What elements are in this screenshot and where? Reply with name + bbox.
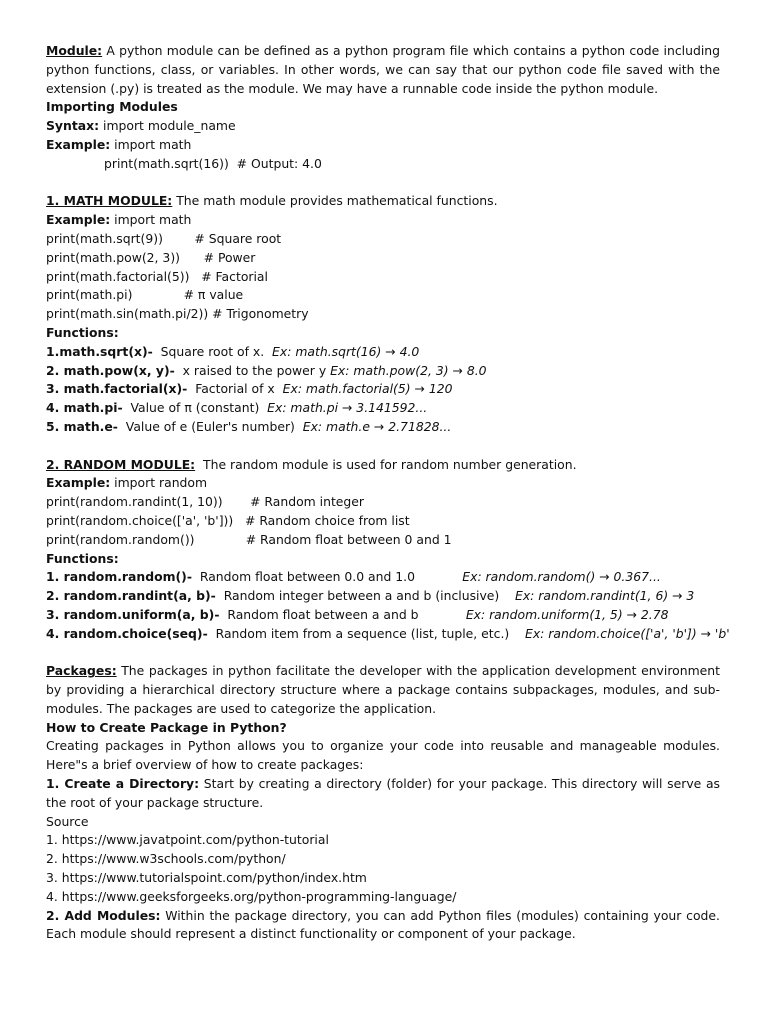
packages-text: The packages in python facilitate the developer with the application development environment by providing a hierarchical directory structure where a package contains subpackages, modules, and sub-modules. The packages are used to categorize the application. — [46, 663, 720, 716]
function-name: 2. random.randint(a, b)- — [46, 588, 216, 604]
function-desc: Random float between 0.0 and 1.0 — [192, 569, 463, 585]
code-line: print(math.pi) # π value — [46, 287, 244, 303]
step-create-directory — [46, 775, 720, 813]
function-item — [46, 568, 720, 587]
spacer — [46, 437, 720, 456]
function-example: Ex: math.sqrt(16) → 4.0 — [272, 343, 420, 359]
function-example: Ex: random.choice(['a', 'b']) → 'b' — [524, 625, 730, 641]
function-item — [46, 418, 720, 437]
random-heading: 2. RANDOM MODULE: — [46, 456, 196, 472]
math-example-label: Example: — [46, 212, 111, 228]
function-example: Ex: math.pi → 3.141592... — [267, 400, 428, 416]
how-to-heading: How to Create Package in Python? — [46, 719, 287, 735]
function-desc: Factorial of x — [187, 381, 283, 397]
math-example-line — [46, 211, 720, 230]
function-example: Ex: math.e → 2.71828... — [302, 418, 452, 434]
math-heading: 1. MATH MODULE: — [46, 193, 173, 209]
import-example-code: print(math.sqrt(16)) # Output: 4.0 — [104, 155, 322, 171]
code-line: print(random.randint(1, 10)) # Random integer — [46, 494, 365, 510]
function-item — [46, 343, 720, 362]
function-name: 3. math.factorial(x)- — [46, 381, 188, 397]
code-line: print(random.random()) # Random float between 0 and 1 — [46, 531, 452, 547]
random-example-value: import random — [110, 475, 208, 491]
function-item — [46, 625, 730, 644]
function-name: 4. random.choice(seq)- — [46, 625, 208, 641]
random-functions-label: Functions: — [46, 550, 119, 566]
function-name: 2. math.pow(x, y)- — [46, 362, 175, 378]
step-add-modules — [46, 907, 720, 945]
spacer — [46, 174, 720, 193]
function-name: 3. random.uniform(a, b)- — [46, 606, 220, 622]
function-desc: Random integer between a and b (inclusive) — [215, 588, 516, 604]
function-item — [46, 606, 720, 625]
random-desc: The random module is used for random number generation. — [195, 456, 577, 472]
function-item — [46, 362, 720, 381]
function-item — [46, 399, 720, 418]
step2-text: Within the package directory, you can add Python files (modules) containing your code. Each module should represent a distinct functionality or component of your package. — [46, 907, 720, 942]
step1-label: 1. Create a Directory: — [46, 776, 200, 792]
source-link[interactable]: 4. https://www.geeksforgeeks.org/python-programming-language/ — [46, 888, 457, 904]
function-desc: Random float between a and b — [219, 606, 466, 622]
math-desc: The math module provides mathematical functions. — [172, 193, 498, 209]
module-intro-text: A python module can be defined as a python program file which contains a python code including python functions, class, or variables. In other words, we can say that our python code file saved with the extension (.py) is treated as the module. We may have a runnable code inside the python module. — [46, 43, 720, 96]
function-item — [46, 587, 720, 606]
code-line: print(math.pow(2, 3)) # Power — [46, 249, 256, 265]
function-name: 5. math.e- — [46, 418, 118, 434]
function-name: 4. math.pi- — [46, 400, 123, 416]
step2-label: 2. Add Modules: — [46, 907, 161, 923]
syntax-line — [46, 117, 720, 136]
code-line: print(math.sin(math.pi/2)) # Trigonometry — [46, 306, 309, 322]
function-name: 1.math.sqrt(x)- — [46, 343, 153, 359]
function-example: Ex: random.random() → 0.367... — [462, 569, 661, 585]
code-line: print(math.factorial(5)) # Factorial — [46, 268, 268, 284]
function-desc: Value of π (constant) — [122, 400, 268, 416]
function-name: 1. random.random()- — [46, 569, 192, 585]
source-link[interactable]: 2. https://www.w3schools.com/python/ — [46, 851, 286, 867]
how-to-text: Creating packages in Python allows you to organize your code into reusable and manageable modules. Here"s a brief overview of how to create packages: — [46, 738, 720, 773]
function-desc: Value of e (Euler's number) — [117, 418, 303, 434]
random-example-label: Example: — [46, 475, 111, 491]
module-heading: Module: — [46, 43, 103, 58]
function-example: Ex: math.pow(2, 3) → 8.0 — [330, 362, 487, 378]
spacer — [46, 644, 720, 663]
function-desc: x raised to the power y — [174, 362, 331, 378]
importing-heading: Importing Modules — [46, 99, 178, 115]
function-example: Ex: random.uniform(1, 5) → 2.78 — [465, 606, 669, 622]
math-example-value: import math — [110, 212, 192, 228]
import-example-line — [46, 136, 720, 155]
random-heading-line — [46, 456, 720, 475]
source-link[interactable]: 1. https://www.javatpoint.com/python-tutorial — [46, 832, 329, 848]
syntax-label: Syntax: — [46, 118, 100, 134]
function-desc: Square root of x. — [152, 343, 273, 359]
math-functions-label: Functions: — [46, 324, 119, 340]
source-label: Source — [46, 813, 89, 829]
document-page — [46, 42, 730, 944]
math-heading-line — [46, 192, 720, 211]
packages-intro — [46, 662, 720, 718]
function-item — [46, 380, 720, 399]
example-label: Example: — [46, 136, 111, 152]
source-link[interactable]: 3. https://www.tutorialspoint.com/python/index.htm — [46, 870, 367, 886]
step1-text: Start by creating a directory (folder) for your package. This directory will serve as the root of your package structure. — [46, 776, 720, 810]
function-desc: Random item from a sequence (list, tuple, etc.) — [207, 625, 525, 641]
syntax-value: import module_name — [99, 118, 236, 134]
packages-heading: Packages: — [46, 663, 117, 679]
module-intro — [46, 42, 720, 98]
code-line: print(math.sqrt(9)) # Square root — [46, 230, 282, 246]
function-example: Ex: random.randint(1, 6) → 3 — [515, 588, 695, 604]
example-value: import math — [110, 136, 192, 152]
random-example-line — [46, 474, 720, 493]
code-line: print(random.choice(['a', 'b'])) # Random choice from list — [46, 512, 410, 528]
function-example: Ex: math.factorial(5) → 120 — [282, 381, 453, 397]
